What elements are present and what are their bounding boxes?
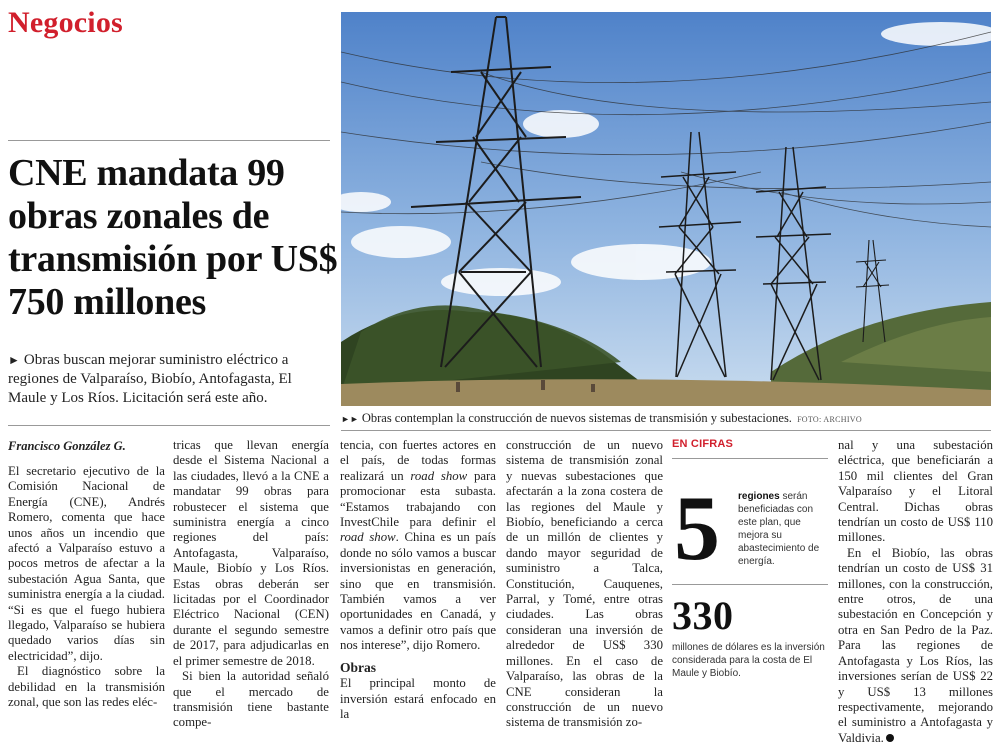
deck-text: Obras buscan mejorar suministro eléctrico a regiones de Valparaíso, Biobío, Antofagasta, El Maule y Los Ríos. Licitación será este año. — [8, 352, 292, 406]
paragraph: El diagnóstico sobre la debilidad en la transmisión zonal, que son las redes eléc- — [8, 664, 165, 710]
triangle-bullet-icon: ► — [8, 353, 20, 367]
paragraph: El secretario ejecutivo de la Comisión Nacional de Energía (CNE), Andrés Romero, comenta que hace unos años un incendio que afectó a Valparaíso estuvo a pocos metros de afectar a la subestación Agua Santa, que suministra energía a la ciudad. “Si es que el fuego hubiera llegado, Valparaíso se hubiera quedado varios días sin electricidad”, dijo. — [8, 464, 165, 663]
article-column-6 — [838, 438, 993, 746]
en-cifras-heading: EN CIFRAS — [672, 438, 828, 459]
text-run: . China es un país donde no sólo vamos a buscar inversionistas en generación, sino que en transmisión. También vamos a ver oportunidades en Canadá, y vamos a definir otro país que nos interese”, dijo Romero. — [340, 530, 496, 653]
headline: CNE mandata 99 obras zonales de transmisión por US$ 750 millones — [8, 152, 338, 323]
article-column-4 — [506, 438, 663, 731]
stat-regions-desc: serán beneficiadas con este plan, que mejora su abastecimiento de energía. — [738, 491, 820, 567]
paragraph — [340, 438, 496, 654]
article-column-3 — [340, 438, 496, 722]
stat-investment-text: millones de dólares es la inversión considerada para la costa de El Maule y Biobío. — [672, 642, 825, 679]
divider — [341, 430, 991, 431]
power-towers-photo — [341, 12, 991, 406]
paragraph: Si bien la autoridad señaló que el mercado de transmisión tiene bastante compe- — [173, 669, 329, 730]
paragraph — [838, 546, 993, 746]
article-column-1 — [8, 438, 165, 711]
stat-regions-bold: regiones — [738, 491, 780, 502]
stat-regions-number: 5 — [674, 477, 720, 579]
text-run: En el Biobío, las obras tendrían un costo de US$ 31 millones, con la construcción, entre otros, de una subestación en Concepción y otra en San Pedro de la Paz. Para las regiones de Antofagasta y Los Ríos, las inversiones serían de US$ 22 y US$ 13 millones respectivamente, mejorando el suministro a Antofagasta y Valdivia. — [838, 545, 993, 745]
stat-regions-text — [738, 490, 828, 568]
text-run: para promocionar esta subasta. “Estamos trabajando con InvestChile para definir el — [340, 468, 496, 530]
en-cifras-box — [672, 438, 828, 679]
article-column-2 — [173, 438, 329, 731]
emphasis: road show — [410, 468, 468, 483]
paragraph: tricas que llevan energía desde el Sistema Nacional a las ciudades, llevó a la CNE a mandatar 99 obras para robustecer el sistema que suministra energía a cinco regiones del país: Antofagasta, Valparaíso, Maule, Biobío y Los Ríos. Estas obras deberán ser licitadas por el Coordinador Eléctrico Nacional (CEN) durante el segundo semestre de 2017, para adjudicarlas en el primer semestre de 2018. — [173, 438, 329, 668]
end-mark-icon — [886, 734, 894, 742]
divider — [8, 425, 330, 426]
paragraph: construcción de un nuevo sistema de transmisión zonal y nuevas subestaciones que afectarán a la zona costera de las regiones del Maule y Biobío, beneficiando a cerca de un millón de clientes y dando mayor seguridad de suministro a Talca, Constitución, Cauquenes, Parral, y Tomé, entre otras ciudades. Las obras consideran una inversión de alrededor de US$ 330 millones. En el caso de Valparaíso, las obras de la CNE consideran la construcción de un nuevo sistema de transmisión zo- — [506, 438, 663, 730]
deck — [8, 351, 330, 408]
text-run: tencia, con fuertes actores en el país, de todas formas realizará un — [340, 438, 496, 483]
paragraph: El principal monto de inversión estará enfocado en la — [340, 676, 496, 721]
photo-caption — [341, 411, 991, 427]
double-arrow-icon: ►► — [341, 414, 359, 424]
stat-investment-number: 330 — [672, 593, 734, 638]
divider — [672, 584, 828, 585]
divider — [8, 140, 330, 141]
paragraph: nal y una subestación eléctrica, que beneficiarán a 150 mil clientes del Gran Valparaíso y el Litoral Central. Dichas obras tendrían un costo de US$ 110 millones. — [838, 438, 993, 545]
photo-credit: FOTO: ARCHIVO — [797, 415, 862, 424]
emphasis: road show — [340, 530, 396, 545]
byline: Francisco González G. — [8, 439, 126, 453]
subhead: Obras — [340, 659, 377, 675]
section-label: Negocios — [8, 6, 123, 39]
caption-text: Obras contemplan la construcción de nuevos sistemas de transmisión y subestaciones. — [361, 411, 792, 425]
